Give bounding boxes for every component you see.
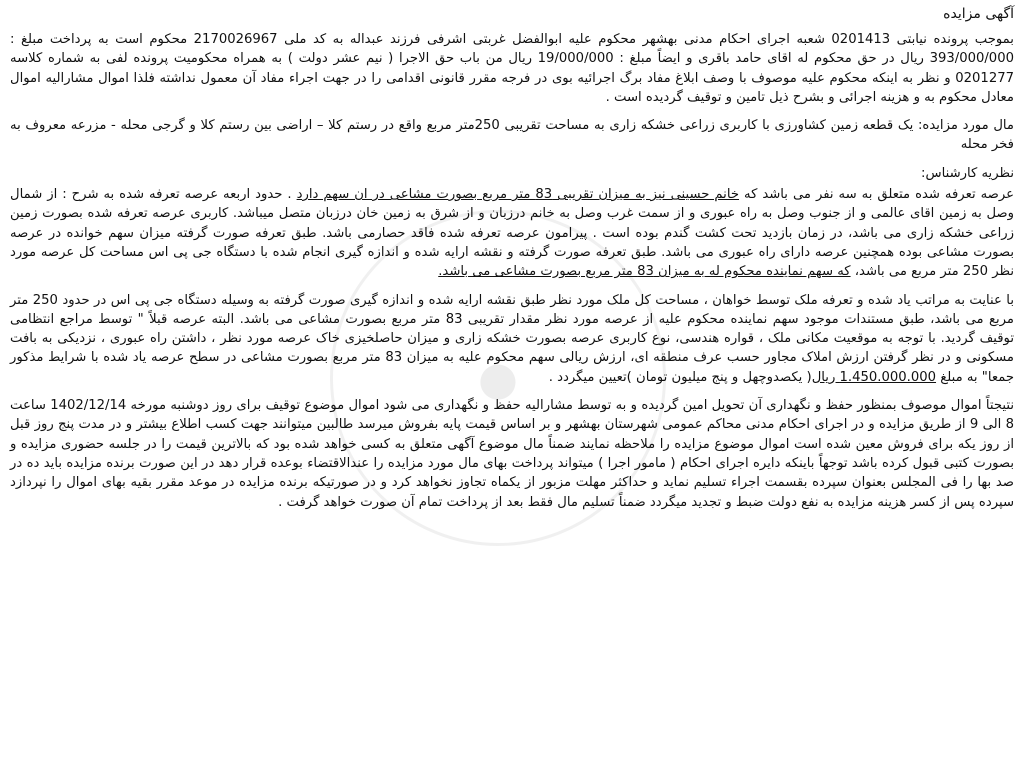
valuation-text-b: ( یکصدوچهل و پنج میلیون تومان )تعیین میگردد .	[548, 369, 812, 385]
expert-underlined-share: خانم حسینی نیز به میزان تقریبی 83 متر مربع بصورت مشاعی در ان سهم دارد	[296, 187, 740, 203]
watermark-seal: ●	[330, 210, 666, 546]
paragraph-expert-opinion	[10, 185, 1014, 281]
expert-text-a: عرصه تعرفه شده متعلق به سه نفر می باشد که	[739, 187, 1014, 203]
expert-text-b: . حدود اربعه عرصه تعرفه شده به شرح : از شمال وصل به زمین اقای عالمی و از جنوب وصل به راه عبوری و از سمت غرب وصل به خانم درزبان و از شرق به زمین خان درزبان متصل میباشد. کاربری عرصه تعرفه شده بصورت زمین زراعی خشکه زاری می باشد، در زمان بازدید تحت کشت گندم بوده است . پیرامون عرصه تعرفه شده فاقد حصارمی باشد. طبق تعرفه صورت گرفته میزان سهم خوانده در عرصه بصورت مشاعی بوده همچنین عرصه دارای راه عبوری می باشد. طبق تعرفه صورت گرفته و نقشه ارایه شده و اندازه گیری انجام شده با دستگاه جی پی اس مساحت کل عرصه مورد نظر 250 متر مربع می باشد،	[10, 187, 1014, 280]
paragraph-auction-item: مال مورد مزایده: یک قطعه زمین کشاورزی با کاربری زراعی خشکه زاری به مساحت تقریبی 250متر مربع واقع در رستم کلا – اراضی بین رستم کلا و گرجی محله - مزرعه معروف به فخر محله	[10, 118, 1014, 153]
valuation-text-a: با عنایت به مراتب یاد شده و تعرفه ملک توسط خواهان ، مساحت کل ملک مورد نظر طبق نقشه ارایه شده و اندازه گیری صورت گرفته به وسیله دستگاه جی پی اس در حدود 250 متر مربع می باشد، طبق مستندات موجود سهم نماینده محکوم علیه از عرصه مورد نظر مقدار تقریبی 83 متر مربع بصورت مشاعی می باشد. البته عرصه قبلاً " توسط مراجع انتظامی توقیف گردید. با توجه به موقعیت مکانی ملک ، قواره هندسی، نوع کاربری عرصه بصورت خشکه زاری و میزان حاصلخیزی خاک عرصه مورد نظر ، داشتن راه عبوری ، نزدیکی به بافت مسکونی و در نظر گرفتن ارزش املاک مجاور حسب عرف منطقه ای، ارزش ریالی سهم محکوم علیه به میزان 83 متر مربع بصورت مشاعی در سطح عرصه یاد شده با شرایط مذکور جمعا" به مبلغ	[10, 292, 1014, 385]
valuation-amount: 1.450.000.000 ریال	[811, 369, 937, 385]
expert-opinion-label: نظریه کارشناس:	[921, 165, 1014, 181]
notice-title: آگهی مزایده	[943, 6, 1014, 22]
expert-underlined-debtor-share: که سهم نماینده محکوم له به میزان 83 متر مربع بصورت مشاعی می باشد.	[438, 264, 851, 280]
paragraph-valuation	[10, 291, 1014, 387]
paragraph-auction-terms: نتیجتاً اموال موصوف بمنظور حفظ و نگهداری آن تحویل امین گردیده و به توسط مشاراليه حفظ و نگهداری می شود اموال موضوع توقیف برای روز دوشنبه مورخه 1402/12/14 ساعت 8 الی 9 از طریق مزایده و در اجرای احکام مدنی محاکم عمومی شهرستان بهشهر و بر اساس قیمت پایه بفروش میرسد طالبین میتوانند جهت کسب اطلاع بیشتر و در مدت پنج روز قبل از روز یکه برای فروش معین شده است اموال موضوع مزایده را ملاحظه نمایند ضمناً مال موضوع آگهی متعلق به کسی خواهد شده بود که بالاترین قیمت را در جلسه حضوری مزایده و بصورت کتبی قبول کرده باشد توجهاً باینکه دایره اجرای احکام ( مامور اجرا ) میتواند پرداخت بهای مال مورد مزایده را عندالاقتضاء بوعده قرار دهد در این صورت برنده مزایده باید ده در صد بها را فی المجلس بعنوان سپرده بقسمت اجراء تسلیم نماید و حداکثر مهلت مزبور از یکماه تجاوز نخواهد کرد و در صورتیکه برنده مزایده در موعد مقرر بقیه بهای اموال را نپردازد سپرده پس از کسر هزینه مزایده به نفع دولت ضبط و تجدید میگردد ضمناً تسلیم مال فقط بعد از پرداخت تمام آن صورت خواهد گرفت .	[10, 398, 1014, 510]
paragraph-judgment: بموجب پرونده نیابتی 0201413 شعبه اجرای احکام مدنی بهشهر محکوم علیه ابوالفضل غربتی اشرفی فرزند عبداله به کد ملی 2170026967 محکوم است به پرداخت مبلغ : 393/000/000 ریال در حق محکوم له اقای حامد باقری و ایضاً مبلغ : 19/000/000 ریال من باب حق الاجرا ( نیم عشر دولت ) به همراه محکومیت پرونده لفی به شماره کلاسه 0201277 و نظر به اینکه محکوم علیه موصوف با وصف ابلاغ مفاد برگ اجرائیه بوی در فرجه مقرر قانونی اقدامی را در جهت اجراء مفاد آن معمول نداشته فلذا اموال مشاراليه اموال معادل محکوم به و هزینه اجرائی و بشرح ذیل تامین و توقیف گردیده است .	[10, 32, 1014, 105]
